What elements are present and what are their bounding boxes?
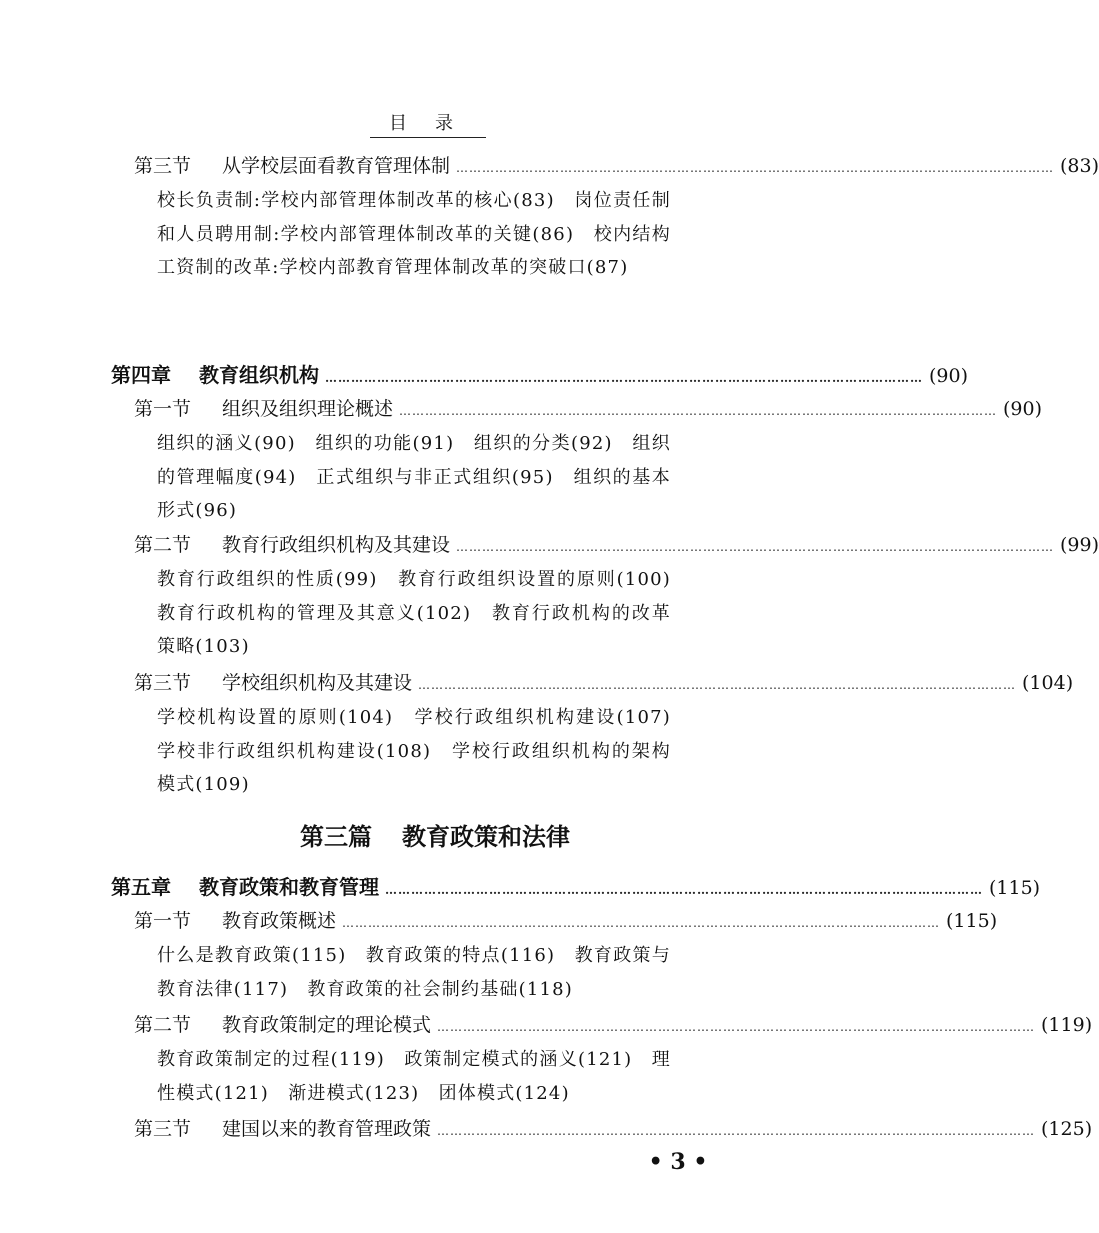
section-description: 组织的涵义(90) 组织的功能(91) 组织的分类(92) 组织的管理幅度(94) 正式组织与非正式组织(95) 组织的基本形式(96) bbox=[157, 433, 671, 521]
section-description: 学校机构设置的原则(104) 学校行政组织机构建设(107) 学校非行政组织机构建设(108) 学校行政组织机构的架构模式(109) bbox=[157, 707, 691, 795]
part-heading bbox=[300, 820, 600, 854]
toc-section-row[interactable] bbox=[134, 395, 1043, 423]
leader-dots: ………………………………………………………………………………………………………………………… bbox=[437, 1124, 1036, 1138]
section-title: 第三节 学校组织机构及其建设 bbox=[134, 669, 412, 697]
page-ref: (99) bbox=[1060, 534, 1099, 556]
chapter-label: 第四章 bbox=[111, 363, 171, 387]
part-label: 第三篇 bbox=[300, 823, 372, 851]
section-label: 第三节 bbox=[134, 672, 192, 694]
page-ref: (83) bbox=[1060, 155, 1099, 177]
toc-section-row[interactable] bbox=[134, 531, 1099, 559]
chapter-label: 第五章 bbox=[111, 875, 171, 899]
leader-dots: ………………………………………………………………………………………………………………………… bbox=[325, 371, 923, 385]
page-header: 目录 bbox=[370, 113, 486, 138]
section-title: 第三节 从学校层面看教育管理体制 bbox=[134, 152, 450, 180]
section-title: 第一节 教育政策概述 bbox=[134, 907, 336, 935]
page-ref: (104) bbox=[1022, 672, 1074, 694]
leader-dots: ………………………………………………………………………………………………………………………… bbox=[456, 540, 1055, 554]
page-ref: (115) bbox=[989, 877, 1041, 899]
toc-section-row[interactable] bbox=[134, 1115, 1093, 1143]
page-number: • 3 • bbox=[648, 1149, 708, 1175]
page-ref: (90) bbox=[1003, 398, 1043, 420]
section-description: 什么是教育政策(115) 教育政策的特点(116) 教育政策与教育法律(117) 教育政策的社会制约基础(118) bbox=[157, 945, 671, 1000]
toc-chapter-row[interactable] bbox=[111, 361, 969, 389]
page-ref: (119) bbox=[1041, 1014, 1093, 1036]
section-title: 第三节 建国以来的教育管理政策 bbox=[134, 1115, 431, 1143]
page-ref: (115) bbox=[946, 910, 998, 932]
leader-dots: ………………………………………………………………………………………………………………………… bbox=[342, 916, 941, 930]
page-ref: (125) bbox=[1041, 1118, 1093, 1140]
leader-dots: ………………………………………………………………………………………………………………………… bbox=[385, 883, 983, 897]
toc-chapter-row[interactable] bbox=[111, 873, 1041, 901]
section-label: 第三节 bbox=[134, 1118, 192, 1140]
section-label: 第三节 bbox=[134, 155, 192, 177]
section-description: 教育行政组织的性质(99) 教育行政组织设置的原则(100) 教育行政机构的管理及其意义(102) 教育行政机构的改革策略(103) bbox=[157, 569, 691, 657]
section-title: 第二节 教育行政组织机构及其建设 bbox=[134, 531, 450, 559]
section-title: 第一节 组织及组织理论概述 bbox=[134, 395, 393, 423]
toc-section-row[interactable] bbox=[134, 1011, 1093, 1039]
leader-dots: ………………………………………………………………………………………………………………………… bbox=[456, 161, 1055, 175]
page-ref: (90) bbox=[929, 365, 969, 387]
leader-dots: ………………………………………………………………………………………………………………………… bbox=[437, 1020, 1036, 1034]
leader-dots: ………………………………………………………………………………………………………………………… bbox=[399, 404, 998, 418]
section-label: 第二节 bbox=[134, 534, 192, 556]
toc-section-row[interactable] bbox=[134, 907, 998, 935]
section-label: 第一节 bbox=[134, 910, 192, 932]
section-label: 第二节 bbox=[134, 1014, 192, 1036]
section-title: 第二节 教育政策制定的理论模式 bbox=[134, 1011, 431, 1039]
toc-section-row[interactable] bbox=[134, 669, 1074, 697]
section-description: 校长负责制:学校内部管理体制改革的核心(83) 岗位责任制和人员聘用制:学校内部管理体制改革的关键(86) 校内结构工资制的改革:学校内部教育管理体制改革的突破口(87) bbox=[157, 190, 671, 278]
leader-dots: ………………………………………………………………………………………………………………………… bbox=[418, 678, 1017, 692]
chapter-title: 第五章 教育政策和教育管理 bbox=[111, 875, 379, 899]
section-description: 教育政策制定的过程(119) 政策制定模式的涵义(121) 理性模式(121) 渐进模式(123) 团体模式(124) bbox=[157, 1049, 671, 1104]
part-title: 教育政策和法律 bbox=[402, 823, 570, 851]
toc-section-row[interactable] bbox=[134, 152, 1099, 180]
chapter-title: 第四章 教育组织机构 bbox=[111, 363, 319, 387]
section-label: 第一节 bbox=[134, 398, 192, 420]
